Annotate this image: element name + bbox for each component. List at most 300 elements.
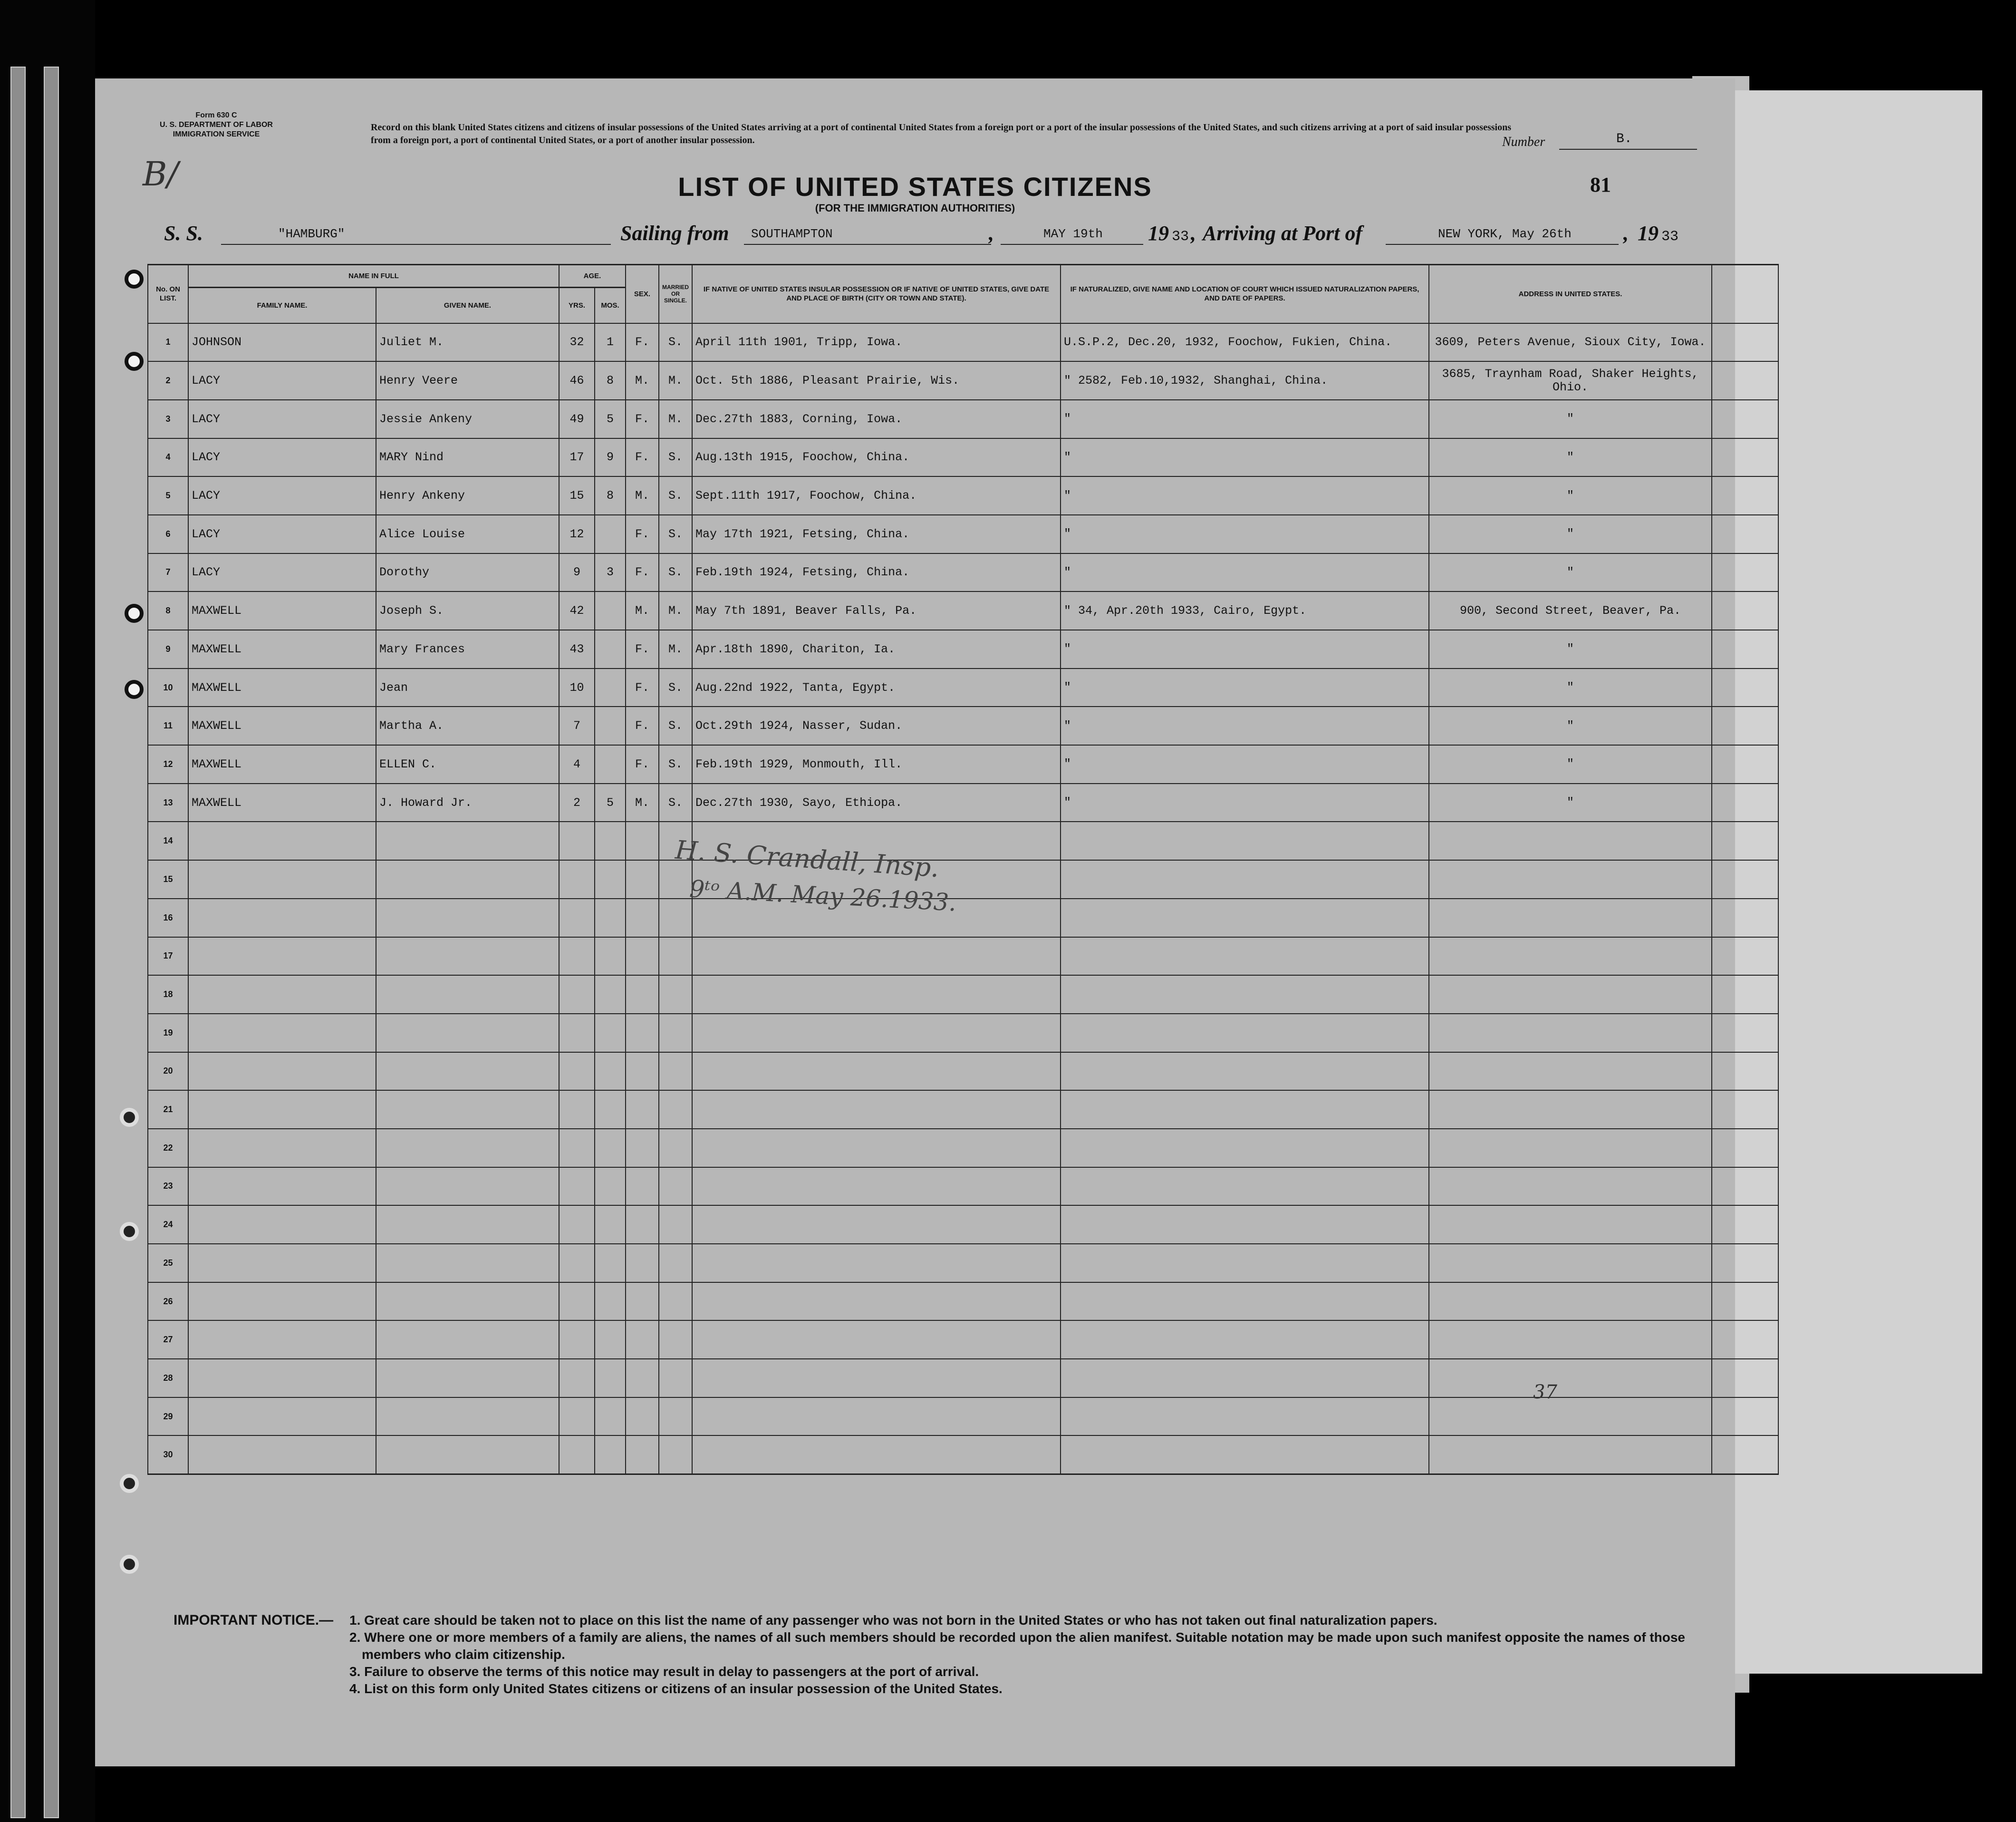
age-months (595, 1167, 626, 1206)
age-years (559, 1397, 595, 1436)
blank-cell (1712, 899, 1778, 937)
table-row (148, 707, 1778, 745)
age-months (595, 1014, 626, 1052)
family-name: MAXWELL (188, 669, 376, 707)
age-months (595, 591, 626, 630)
age-years (559, 1359, 595, 1397)
punch-hole (125, 270, 144, 289)
naturalization-info: U.S.P.2, Dec.20, 1932, Foochow, Fukien, China. (1061, 323, 1429, 362)
sex: F. (626, 707, 659, 745)
address: " (1429, 669, 1712, 707)
passenger-table (147, 264, 1779, 1475)
table-row (148, 553, 1778, 592)
number-label: Number (1502, 135, 1545, 149)
table-row (148, 745, 1778, 784)
sex: F. (626, 515, 659, 553)
table-row (148, 669, 1778, 707)
birth-info: April 11th 1901, Tripp, Iowa. (692, 323, 1061, 362)
address (1429, 822, 1712, 860)
row-number: 27 (148, 1320, 188, 1359)
family-name: JOHNSON (188, 323, 376, 362)
naturalization-info: " 2582, Feb.10,1932, Shanghai, China. (1061, 361, 1429, 400)
naturalization-info: " (1061, 630, 1429, 669)
address: " (1429, 553, 1712, 592)
given-name: MARY Nind (376, 438, 559, 477)
row-number: 1 (148, 323, 188, 362)
given-name (376, 1244, 559, 1282)
marital-status (659, 899, 692, 937)
sex (626, 1244, 659, 1282)
given-name (376, 1435, 559, 1474)
notice-item: 2. Where one or more members of a family are aliens, the names of all such members should be recorded upon the alien manifest. Suitable notation may be made upon such manifest opposite the names of those members who claim citizenship. (349, 1630, 1685, 1662)
table-row (148, 438, 1778, 477)
given-name (376, 1052, 559, 1091)
inspector-signature: H. S. Crandall, Insp. (674, 834, 940, 883)
age-years (559, 937, 595, 976)
table-row (148, 1282, 1778, 1321)
sex: F. (626, 745, 659, 784)
birth-info (692, 1052, 1061, 1091)
age-years (559, 1167, 595, 1206)
given-name (376, 1090, 559, 1129)
naturalization-info (1061, 1320, 1429, 1359)
naturalization-info: " (1061, 438, 1429, 477)
given-name (376, 1129, 559, 1167)
birth-info (692, 937, 1061, 976)
family-name (188, 1090, 376, 1129)
arrival-year: 33 (1661, 229, 1679, 245)
naturalization-info (1061, 1282, 1429, 1321)
sex (626, 1129, 659, 1167)
family-name (188, 1052, 376, 1091)
sex (626, 1167, 659, 1206)
sex (626, 1014, 659, 1052)
binder-strip (44, 67, 59, 1818)
naturalization-info (1061, 937, 1429, 976)
given-name (376, 937, 559, 976)
age-months (595, 937, 626, 976)
birth-info: May 7th 1891, Beaver Falls, Pa. (692, 591, 1061, 630)
given-name: Dorothy (376, 553, 559, 592)
age-years (559, 822, 595, 860)
age-months (595, 975, 626, 1014)
table-row (148, 361, 1778, 400)
table-row (148, 860, 1778, 899)
birth-info (692, 1397, 1061, 1436)
address: " (1429, 400, 1712, 438)
blank-cell (1712, 669, 1778, 707)
inspection-time: 9ᵗᵒ A.M. May 26.1933. (688, 875, 957, 917)
address (1429, 860, 1712, 899)
family-name (188, 937, 376, 976)
date-underline (1001, 244, 1143, 245)
row-number: 6 (148, 515, 188, 553)
marital-status: S. (659, 707, 692, 745)
sex (626, 1052, 659, 1091)
given-name (376, 860, 559, 899)
row-number: 14 (148, 822, 188, 860)
notice-item: 1. Great care should be taken not to place on this list the name of any passenger who was not born in the United States or who has not taken out final naturalization papers. (349, 1613, 1437, 1628)
table-row (148, 1435, 1778, 1474)
birth-info: Oct. 5th 1886, Pleasant Prairie, Wis. (692, 361, 1061, 400)
ship-underline (221, 244, 611, 245)
marital-status (659, 1205, 692, 1244)
sex: F. (626, 669, 659, 707)
table-row (148, 1244, 1778, 1282)
blank-cell (1712, 1282, 1778, 1321)
sex (626, 975, 659, 1014)
row-number: 7 (148, 553, 188, 592)
address (1429, 1205, 1712, 1244)
naturalization-info (1061, 1244, 1429, 1282)
age-months: 1 (595, 323, 626, 362)
table-row (148, 975, 1778, 1014)
sailing-label: Sailing from (620, 222, 729, 245)
table-row (148, 1129, 1778, 1167)
family-name (188, 899, 376, 937)
punch-hole (120, 1108, 139, 1127)
marital-status: M. (659, 630, 692, 669)
row-number: 23 (148, 1167, 188, 1206)
table-row (148, 591, 1778, 630)
address (1429, 1052, 1712, 1091)
given-name (376, 899, 559, 937)
age-years (559, 975, 595, 1014)
age-months: 5 (595, 784, 626, 822)
naturalization-info (1061, 1205, 1429, 1244)
family-name: LACY (188, 515, 376, 553)
birth-info: Oct.29th 1924, Nasser, Sudan. (692, 707, 1061, 745)
family-name (188, 1129, 376, 1167)
naturalization-info (1061, 1167, 1429, 1206)
age-years: 7 (559, 707, 595, 745)
row-number: 22 (148, 1129, 188, 1167)
ss-label: S. S. (164, 222, 203, 245)
address: 900, Second Street, Beaver, Pa. (1429, 591, 1712, 630)
given-name (376, 1014, 559, 1052)
family-name: MAXWELL (188, 591, 376, 630)
age-months (595, 515, 626, 553)
address (1429, 1167, 1712, 1206)
naturalization-info (1061, 1014, 1429, 1052)
blank-cell (1712, 1167, 1778, 1206)
sex: F. (626, 630, 659, 669)
department: U. S. DEPARTMENT OF LABOR (160, 121, 273, 129)
birth-info: May 17th 1921, Fetsing, China. (692, 515, 1061, 553)
birth-info: Feb.19th 1924, Fetsing, China. (692, 553, 1061, 592)
given-name: Mary Frances (376, 630, 559, 669)
family-name: LACY (188, 553, 376, 592)
given-name: Alice Louise (376, 515, 559, 553)
address: 3609, Peters Avenue, Sioux City, Iowa. (1429, 323, 1712, 362)
address: " (1429, 476, 1712, 515)
table-row (148, 1320, 1778, 1359)
birth-info (692, 1320, 1061, 1359)
blank-cell (1712, 476, 1778, 515)
address (1429, 937, 1712, 976)
marital-status: S. (659, 515, 692, 553)
address (1429, 1090, 1712, 1129)
punch-hole (120, 1222, 139, 1241)
age-months (595, 1282, 626, 1321)
notice-item: 4. List on this form only United States citizens or citizens of an insular possession of the United States. (349, 1681, 1003, 1696)
given-name (376, 975, 559, 1014)
col-family: FAMILY NAME. (188, 288, 376, 323)
age-months: 5 (595, 400, 626, 438)
given-name (376, 1397, 559, 1436)
naturalization-info (1061, 1052, 1429, 1091)
naturalization-info (1061, 860, 1429, 899)
age-years (559, 1244, 595, 1282)
blank-cell (1712, 745, 1778, 784)
table-row (148, 1052, 1778, 1091)
blank-cell (1712, 1090, 1778, 1129)
age-years: 12 (559, 515, 595, 553)
row-number: 3 (148, 400, 188, 438)
marital-status (659, 1320, 692, 1359)
address (1429, 899, 1712, 937)
row-number: 12 (148, 745, 188, 784)
sail-year: 33 (1172, 229, 1189, 245)
sex: M. (626, 784, 659, 822)
col-naturalized: IF NATURALIZED, GIVE NAME AND LOCATION OF COURT WHICH ISSUED NATURALIZATION PAPERS, AND DATE OF PAPERS. (1061, 265, 1429, 323)
blank-cell (1712, 630, 1778, 669)
blank-cell (1712, 1320, 1778, 1359)
age-months (595, 1090, 626, 1129)
naturalization-info (1061, 822, 1429, 860)
blank-cell (1712, 937, 1778, 976)
address (1429, 1435, 1712, 1474)
age-months (595, 1205, 626, 1244)
birth-info (692, 1090, 1061, 1129)
blank-cell (1712, 553, 1778, 592)
family-name: LACY (188, 361, 376, 400)
row-number: 30 (148, 1435, 188, 1474)
age-years (559, 1052, 595, 1091)
form-instructions: Record on this blank United States citizens and citizens of insular possessions of the United States arriving at a port of continental United States from a foreign port or a port of the insular possessions of the United States, and such citizens arriving at a port of said insular possessions from a foreign port, a port of continental United States, or a port of another insular possession. (371, 122, 1511, 145)
naturalization-info: " (1061, 476, 1429, 515)
naturalization-info (1061, 1359, 1429, 1397)
row-number: 17 (148, 937, 188, 976)
age-years: 32 (559, 323, 595, 362)
marital-status (659, 937, 692, 976)
punch-hole (120, 1555, 139, 1574)
col-name-group: NAME IN FULL (188, 265, 559, 288)
marital-status: S. (659, 438, 692, 477)
table-row (148, 822, 1778, 860)
table-row (148, 400, 1778, 438)
sail-date: MAY 19th (1043, 227, 1103, 241)
naturalization-info: " (1061, 707, 1429, 745)
age-months (595, 1435, 626, 1474)
naturalization-info (1061, 1397, 1429, 1436)
family-name: LACY (188, 476, 376, 515)
marital-status (659, 975, 692, 1014)
birth-info (692, 1282, 1061, 1321)
col-blank (1712, 265, 1778, 323)
given-name: J. Howard Jr. (376, 784, 559, 822)
row-number: 2 (148, 361, 188, 400)
blank-cell (1712, 1129, 1778, 1167)
port-underline (744, 244, 991, 245)
sex (626, 1435, 659, 1474)
age-years: 43 (559, 630, 595, 669)
sex: F. (626, 553, 659, 592)
col-no: No. ON LIST. (148, 265, 188, 323)
family-name (188, 1014, 376, 1052)
blank-cell (1712, 1205, 1778, 1244)
birth-info (692, 1014, 1061, 1052)
service: IMMIGRATION SERVICE (173, 130, 260, 138)
address: " (1429, 515, 1712, 553)
col-birth: IF NATIVE OF UNITED STATES INSULAR POSSESSION OR IF NATIVE OF UNITED STATES, GIVE DATE AND PLACE OF BIRTH (CITY OR TOWN AND STATE). (692, 265, 1061, 323)
naturalization-info: " (1061, 515, 1429, 553)
page-subtitle: (FOR THE IMMIGRATION AUTHORITIES) (815, 202, 1015, 214)
sex (626, 937, 659, 976)
marital-status: S. (659, 476, 692, 515)
table-row (148, 1205, 1778, 1244)
notice-heading: IMPORTANT NOTICE.— (174, 1612, 334, 1628)
row-number: 8 (148, 591, 188, 630)
age-years: 15 (559, 476, 595, 515)
binder-strip (10, 67, 26, 1818)
row-number: 19 (148, 1014, 188, 1052)
family-name: MAXWELL (188, 745, 376, 784)
naturalization-info (1061, 1129, 1429, 1167)
family-name (188, 975, 376, 1014)
row-number: 29 (148, 1397, 188, 1436)
marital-status (659, 1282, 692, 1321)
age-months (595, 745, 626, 784)
birth-info: Dec.27th 1883, Corning, Iowa. (692, 400, 1061, 438)
marital-status (659, 1129, 692, 1167)
punch-hole (120, 1474, 139, 1493)
birth-info: Dec.27th 1930, Sayo, Ethiopa. (692, 784, 1061, 822)
row-number: 18 (148, 975, 188, 1014)
family-name (188, 1320, 376, 1359)
age-years (559, 1282, 595, 1321)
age-years (559, 1435, 595, 1474)
sex: M. (626, 361, 659, 400)
table-row (148, 476, 1778, 515)
row-number: 24 (148, 1205, 188, 1244)
form-number: Form 630 C (195, 111, 237, 119)
punch-hole (125, 680, 144, 699)
marital-status (659, 1397, 692, 1436)
table-row (148, 1014, 1778, 1052)
given-name: ELLEN C. (376, 745, 559, 784)
naturalization-info (1061, 1435, 1429, 1474)
sex (626, 1359, 659, 1397)
family-name (188, 1359, 376, 1397)
number-underline (1559, 149, 1697, 150)
address: " (1429, 707, 1712, 745)
given-name: Jessie Ankeny (376, 400, 559, 438)
age-years: 4 (559, 745, 595, 784)
row-number: 25 (148, 1244, 188, 1282)
address (1429, 1129, 1712, 1167)
family-name (188, 822, 376, 860)
address (1429, 1244, 1712, 1282)
family-name: LACY (188, 400, 376, 438)
address: " (1429, 745, 1712, 784)
row-number: 26 (148, 1282, 188, 1321)
naturalization-info: " 34, Apr.20th 1933, Cairo, Egypt. (1061, 591, 1429, 630)
sex: F. (626, 323, 659, 362)
age-months (595, 822, 626, 860)
age-months (595, 860, 626, 899)
age-months (595, 669, 626, 707)
marital-status (659, 1435, 692, 1474)
marital-status (659, 1052, 692, 1091)
family-name (188, 1397, 376, 1436)
address (1429, 1282, 1712, 1321)
row-number: 5 (148, 476, 188, 515)
col-given: GIVEN NAME. (376, 288, 559, 323)
sex: M. (626, 476, 659, 515)
col-mos: MOS. (595, 288, 626, 323)
punch-hole (125, 352, 144, 371)
given-name (376, 1282, 559, 1321)
age-months (595, 1244, 626, 1282)
naturalization-info: " (1061, 400, 1429, 438)
row-number: 11 (148, 707, 188, 745)
sex: F. (626, 400, 659, 438)
row-number: 13 (148, 784, 188, 822)
row-number: 21 (148, 1090, 188, 1129)
family-name (188, 860, 376, 899)
given-name: Jean (376, 669, 559, 707)
form-id (145, 111, 288, 139)
tally-mark: 37 (1533, 1381, 1557, 1403)
col-sex: SEX. (626, 265, 659, 323)
age-years: 17 (559, 438, 595, 477)
given-name: Henry Veere (376, 361, 559, 400)
row-number: 9 (148, 630, 188, 669)
age-years (559, 1205, 595, 1244)
row-number: 15 (148, 860, 188, 899)
col-age-group: AGE. (559, 265, 626, 288)
age-months: 8 (595, 476, 626, 515)
age-years (559, 1129, 595, 1167)
given-name (376, 1205, 559, 1244)
given-name: Martha A. (376, 707, 559, 745)
given-name (376, 1359, 559, 1397)
birth-info (692, 1167, 1061, 1206)
blank-cell (1712, 1359, 1778, 1397)
blank-cell (1712, 784, 1778, 822)
marital-status: S. (659, 784, 692, 822)
birth-info (692, 1359, 1061, 1397)
age-months (595, 1129, 626, 1167)
age-months: 9 (595, 438, 626, 477)
voyage-line: S. S. "HAMBURG" Sailing from SOUTHAMPTON , MAY 19th 19 33 , Arriving at Port of NEW YORK, May 26th , 19 33 (164, 222, 1679, 245)
page-number: 81 (1590, 173, 1611, 196)
marital-status (659, 1090, 692, 1129)
given-name (376, 1320, 559, 1359)
age-months: 3 (595, 553, 626, 592)
marital-status (659, 1167, 692, 1206)
given-name: Henry Ankeny (376, 476, 559, 515)
sex (626, 822, 659, 860)
family-name: MAXWELL (188, 630, 376, 669)
row-number: 20 (148, 1052, 188, 1091)
table-row (148, 899, 1778, 937)
address (1429, 1359, 1712, 1397)
age-years (559, 860, 595, 899)
age-months (595, 1320, 626, 1359)
marital-status: M. (659, 361, 692, 400)
